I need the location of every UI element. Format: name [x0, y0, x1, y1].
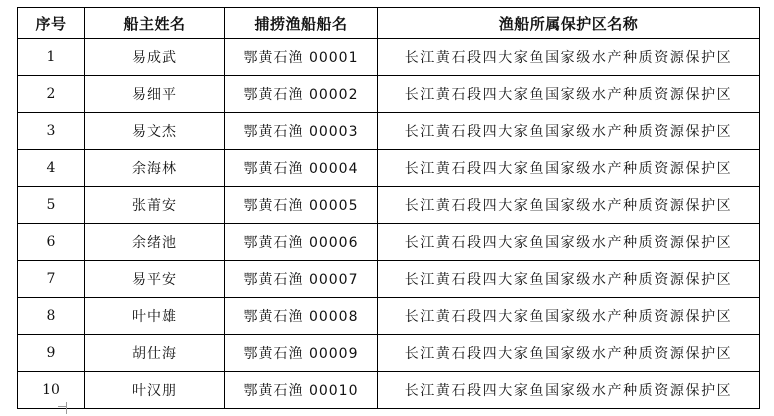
cell-zone: 长江黄石段四大家鱼国家级水产种质资源保护区	[378, 76, 760, 113]
cell-boat: 鄂黄石渔 00009	[225, 335, 378, 372]
page-corner-mark	[66, 402, 67, 414]
cell-zone: 长江黄石段四大家鱼国家级水产种质资源保护区	[378, 39, 760, 76]
cell-seq: 3	[18, 113, 85, 150]
table-row	[18, 372, 760, 409]
cell-zone: 长江黄石段四大家鱼国家级水产种质资源保护区	[378, 187, 760, 224]
cell-boat: 鄂黄石渔 00001	[225, 39, 378, 76]
cell-zone: 长江黄石段四大家鱼国家级水产种质资源保护区	[378, 335, 760, 372]
cell-owner: 余绪池	[85, 224, 225, 261]
cell-owner: 余海林	[85, 150, 225, 187]
cell-boat: 鄂黄石渔 00007	[225, 261, 378, 298]
table-row	[18, 187, 760, 224]
cell-zone: 长江黄石段四大家鱼国家级水产种质资源保护区	[378, 372, 760, 409]
cell-seq: 7	[18, 261, 85, 298]
cell-seq: 9	[18, 335, 85, 372]
cell-boat: 鄂黄石渔 00006	[225, 224, 378, 261]
table-row	[18, 335, 760, 372]
cell-seq: 10	[18, 372, 85, 409]
cell-owner: 易平安	[85, 261, 225, 298]
table-row	[18, 113, 760, 150]
table-row	[18, 150, 760, 187]
cell-owner: 易成武	[85, 39, 225, 76]
cell-boat: 鄂黄石渔 00003	[225, 113, 378, 150]
table-header-row	[18, 8, 760, 39]
cell-seq: 2	[18, 76, 85, 113]
cell-seq: 5	[18, 187, 85, 224]
cell-owner: 张莆安	[85, 187, 225, 224]
cell-boat: 鄂黄石渔 00010	[225, 372, 378, 409]
cell-seq: 1	[18, 39, 85, 76]
cell-zone: 长江黄石段四大家鱼国家级水产种质资源保护区	[378, 224, 760, 261]
table-row	[18, 76, 760, 113]
cell-zone: 长江黄石段四大家鱼国家级水产种质资源保护区	[378, 113, 760, 150]
header-boat: 捕捞渔船船名	[225, 8, 378, 39]
table-row	[18, 39, 760, 76]
cell-owner: 易细平	[85, 76, 225, 113]
cell-owner: 易文杰	[85, 113, 225, 150]
cell-boat: 鄂黄石渔 00004	[225, 150, 378, 187]
cell-zone: 长江黄石段四大家鱼国家级水产种质资源保护区	[378, 298, 760, 335]
cell-boat: 鄂黄石渔 00002	[225, 76, 378, 113]
cell-seq: 4	[18, 150, 85, 187]
header-seq: 序号	[18, 8, 85, 39]
cell-seq: 6	[18, 224, 85, 261]
cell-zone: 长江黄石段四大家鱼国家级水产种质资源保护区	[378, 261, 760, 298]
cell-zone: 长江黄石段四大家鱼国家级水产种质资源保护区	[378, 150, 760, 187]
fishing-boat-table	[17, 7, 760, 409]
cell-owner: 叶汉朋	[85, 372, 225, 409]
header-zone: 渔船所属保护区名称	[378, 8, 760, 39]
cell-boat: 鄂黄石渔 00005	[225, 187, 378, 224]
header-owner: 船主姓名	[85, 8, 225, 39]
cell-boat: 鄂黄石渔 00008	[225, 298, 378, 335]
table-row	[18, 261, 760, 298]
page-corner-mark-horizontal	[58, 406, 67, 407]
cell-seq: 8	[18, 298, 85, 335]
table-row	[18, 224, 760, 261]
table-row	[18, 298, 760, 335]
cell-owner: 叶中雄	[85, 298, 225, 335]
cell-owner: 胡仕海	[85, 335, 225, 372]
